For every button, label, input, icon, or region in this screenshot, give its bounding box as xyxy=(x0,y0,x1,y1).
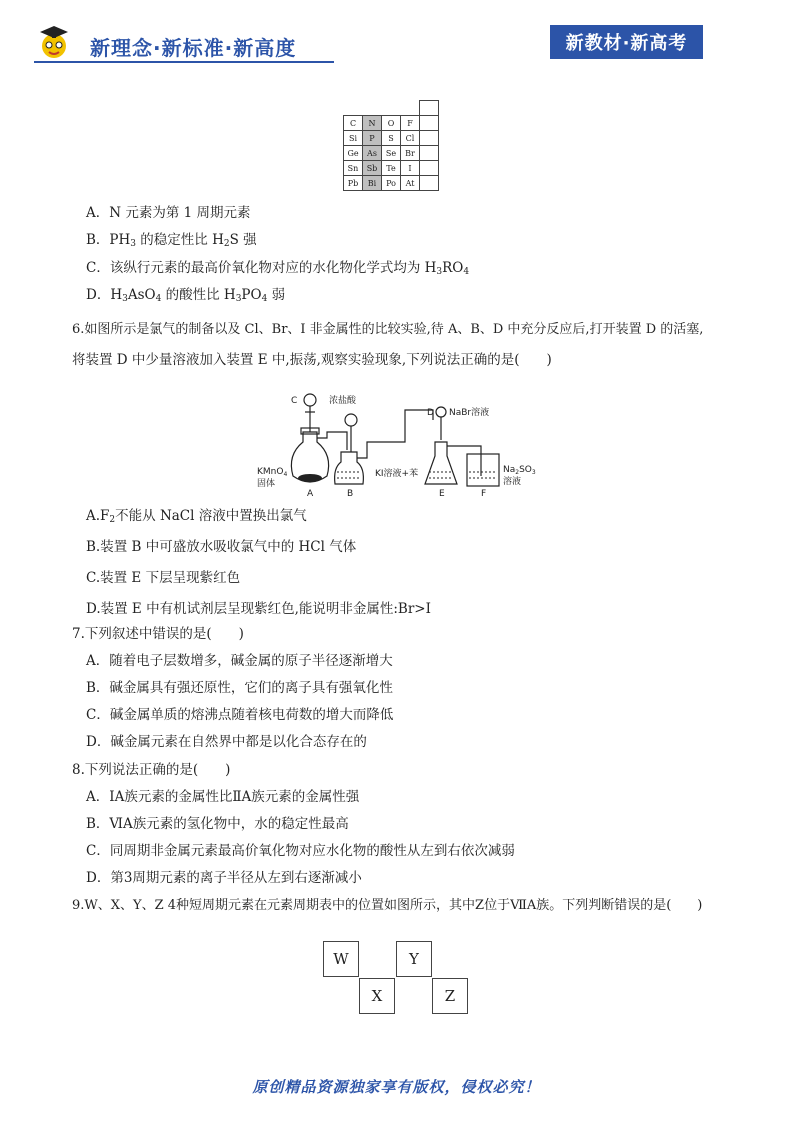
pt-empty-cell xyxy=(420,101,439,116)
cell-y: Y xyxy=(396,941,432,977)
q7-option-c: C．碱金属单质的熔沸点随着核电荷数的增大而降低 xyxy=(86,707,394,723)
pt-empty-cell xyxy=(420,116,439,131)
q9-stem: 9.W、X、Y、Z 4种短周期元素在元素周期表中的位置如图所示，其中Z位于ⅦA族。下列判断错误的是( ) xyxy=(72,898,703,913)
q5-option-c: C．该纵行元素的最高价氧化物对应的水化物化学式均为 $H_3RO_4$ xyxy=(86,260,470,277)
q6-option-c: C.装置 E 下层呈现紫红色 xyxy=(86,570,241,586)
label-solid: 固体 xyxy=(257,479,276,489)
pt-cell: Sb xyxy=(363,161,382,176)
q8-stem: 8.下列说法正确的是( ) xyxy=(72,762,231,778)
label-nabr: NaBr溶液 xyxy=(449,408,490,418)
q7-option-d: D．碱金属元素在自然界中都是以化合态存在的 xyxy=(86,734,367,750)
chlorine-apparatus-diagram xyxy=(255,380,545,498)
q7-stem: 7.下列叙述中错误的是( ) xyxy=(72,626,244,642)
cell-z: Z xyxy=(432,978,468,1014)
label-F: F xyxy=(481,489,487,498)
pt-cell: P xyxy=(363,131,382,146)
label-ki: KI溶液+苯 xyxy=(375,469,419,479)
label-c: C xyxy=(291,396,298,406)
label-E: E xyxy=(439,489,445,498)
pt-empty-cell xyxy=(420,131,439,146)
q5-option-d: D．$H_3AsO_4$ 的酸性比 $H_3PO_4$ 弱 xyxy=(86,287,286,304)
q6-stem-line1: 6.如图所示是氯气的制备以及 Cl、Br、I 非金属性的比较实验,待 A、B、D 中充分反应后,打开装置 D 的活塞, xyxy=(72,322,704,337)
header-badge: 新教材·新高考 xyxy=(550,25,703,59)
q8-option-d: D．第3周期元素的离子半径从左到右逐渐减小 xyxy=(86,870,362,886)
pt-empty-cell xyxy=(420,176,439,191)
pt-cell: O xyxy=(382,116,401,131)
pt-cell: At xyxy=(401,176,420,191)
pt-cell: Bi xyxy=(363,176,382,191)
pt-cell: Si xyxy=(344,131,363,146)
q5-option-b: B．$PH_3$ 的稳定性比 $H_2S$ 强 xyxy=(86,232,257,249)
pt-cell: S xyxy=(382,131,401,146)
pt-cell: As xyxy=(363,146,382,161)
label-A: A xyxy=(307,489,314,498)
copyright-footer: 原创精品资源独家享有版权，侵权必究！ xyxy=(252,1078,541,1096)
header-underline xyxy=(34,61,334,63)
pt-cell: Ge xyxy=(344,146,363,161)
pt-cell: Te xyxy=(382,161,401,176)
q7-option-b: B．碱金属具有强还原性，它们的离子具有强氧化性 xyxy=(86,680,393,696)
label-solution: 溶液 xyxy=(503,477,522,487)
q8-option-a: A．ⅠA族元素的金属性比ⅡA族元素的金属性强 xyxy=(86,789,360,805)
pt-empty-cell xyxy=(420,146,439,161)
q5-option-a: A．N 元素为第 1 周期元素 xyxy=(86,205,251,221)
q6-option-d: D.装置 E 中有机试剂层呈现紫红色,能说明非金属性:Br>I xyxy=(86,601,431,617)
pt-cell: Sn xyxy=(344,161,363,176)
pt-cell: F xyxy=(401,116,420,131)
pt-cell: Cl xyxy=(401,131,420,146)
q6-option-a: $A.F_2$不能从 NaCl 溶液中置换出氯气 xyxy=(86,508,307,525)
cell-x: X xyxy=(359,978,395,1014)
q8-option-c: C．同周期非金属元素最高价氧化物对应水化物的酸性从左到右依次减弱 xyxy=(86,843,515,859)
label-B: B xyxy=(347,489,354,498)
label-hcl: 浓盐酸 xyxy=(329,396,357,406)
pt-cell: I xyxy=(401,161,420,176)
q6-option-b: B.装置 B 中可盛放水吸收氯气中的 HCl 气体 xyxy=(86,539,357,555)
q8-option-b: B．ⅥA族元素的氢化物中，水的稳定性最高 xyxy=(86,816,349,832)
pt-empty-cell xyxy=(420,161,439,176)
pt-cell: C xyxy=(344,116,363,131)
label-na2so3: $Na_2SO_3$ xyxy=(503,465,536,476)
pt-cell: Se xyxy=(382,146,401,161)
pt-cell: Br xyxy=(401,146,420,161)
pt-cell: Po xyxy=(382,176,401,191)
pt-cell: N xyxy=(363,116,382,131)
label-d: D xyxy=(427,408,434,418)
pt-cell: Pb xyxy=(344,176,363,191)
header-slogan: 新理念·新标准·新高度 xyxy=(90,36,297,60)
cell-w: W xyxy=(323,941,359,977)
q6-stem-line2: 将装置 D 中少量溶液加入装置 E 中,振荡,观察实验现象,下列说法正确的是( ) xyxy=(72,352,552,368)
periodic-table-fragment xyxy=(343,100,439,191)
mascot-logo-icon xyxy=(34,22,74,62)
label-kmno4: KMnO$_4$ xyxy=(257,467,288,478)
q7-option-a: A．随着电子层数增多，碱金属的原子半径逐渐增大 xyxy=(86,653,393,669)
